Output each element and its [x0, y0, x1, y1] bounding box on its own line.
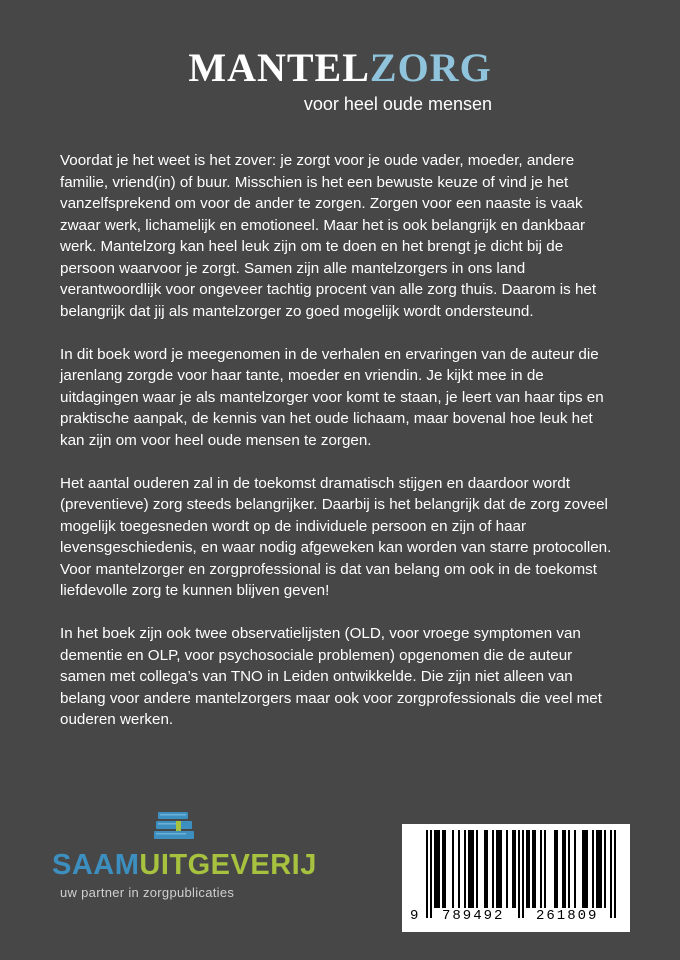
barcode-bar [554, 830, 556, 908]
barcode-bar [444, 830, 446, 908]
barcode-bar [544, 830, 546, 908]
barcode-bar [518, 830, 520, 918]
barcode-bar [506, 830, 508, 908]
barcode-bar [610, 830, 612, 918]
barcode-bar [500, 830, 502, 908]
paragraph-1: Voordat je het weet is het zover: je zorgt voor je oude vader, moeder, andere familie, vriend(in) of buur. Misschien is het een bewuste keuze of vind je het vanzelfsprekend om voor de ander te zorgen. Zorgen voor een naaste is vaak zwaar werk, lichamelijk en emotioneel. Maar het is ook belangrijk en dankbaar werk. Mantelzorg kan heel leuk zijn om te doen en het brengt je dicht bij de persoon waarvoor je zorgt. Samen zijn alle mantelzorgers in ons land verantwoordlijk voor ongeveer tachtig procent van alle zorg thuis. Daarom is het belangrijk dat jij als mantelzorger zo goed mogelijk wordt ondersteund. [60, 152, 597, 320]
barcode-bar [438, 830, 440, 908]
barcode-bar [614, 830, 616, 918]
book-subtitle: voor heel oude mensen [303, 94, 492, 114]
barcode-bar [514, 830, 516, 908]
barcode-bar [436, 830, 438, 908]
barcode-bar [484, 830, 486, 908]
barcode-bar [540, 830, 542, 908]
barcode-bar [452, 830, 454, 908]
paragraph-3: Het aantal ouderen zal in de toekomst dramatisch stijgen en daardoor wordt (preventieve) zorg steeds belangrijker. Daarbij is het belangrijk dat de zorg zoveel mogelijk toegesneden wordt op de individuele persoon en zijn of haar levensgeschiedenis, en waar nodig afgeweken kan worden van starre protocollen. Voor mantelzorger en zorgprofessional is dat van belang om ook in de toekomst liefdevolle zorg te kunnen blijven geven! [60, 474, 612, 599]
barcode-left-group: 789492 [442, 908, 505, 924]
publisher-name-saam: SAAM [52, 849, 140, 881]
publisher-tagline: uw partner in zorgpublicaties [60, 885, 235, 900]
barcode-bar [604, 830, 606, 908]
barcode-bar [596, 830, 598, 908]
barcode-bar [534, 830, 536, 908]
barcode-bar [556, 830, 558, 908]
title-zorg: ZORG [369, 45, 492, 90]
barcode-bar [564, 830, 566, 908]
barcode-bar [528, 830, 530, 908]
publisher-logo [52, 810, 322, 900]
barcode-bar [526, 830, 528, 908]
title-mantel: MANTEL [188, 45, 370, 90]
paragraph-2: In dit boek word je meegenomen in de verhalen en ervaringen van de auteur die jarenlang zorgde voor haar tante, moeder en vriendin. Je kijkt mee in de uitdagingen waar je als mantelzorger voor komt te staan, je leert van haar tips en praktische aanpak, de kennis van het oude lichaam, maar bovenal hoe leuk het kan zijn om voor heel oude mensen te zorgen. [60, 345, 604, 449]
barcode-bar [492, 830, 494, 908]
barcode-bar [498, 830, 500, 908]
barcode-right-group: 261809 [536, 908, 599, 924]
barcode-bar [470, 830, 472, 908]
barcode-bar [600, 830, 602, 908]
barcode-bar [562, 830, 564, 908]
barcode-bar [434, 830, 436, 908]
barcode-bar [442, 830, 444, 908]
barcode-bar [592, 830, 594, 908]
barcode-bar [532, 830, 534, 908]
book-title [0, 44, 680, 92]
paragraph-4: In het boek zijn ook twee observatielijsten (OLD, voor vroege symptomen van dementie en OLP, voor psychosociale problemen) opgenomen die de auteur samen met collega’s van TNO in Leiden ontwikkelde. Die zijn niet alleen van belang voor andere mantelzorgers maar ook voor zorgprofessionals die veel met ouderen werken. [60, 625, 602, 728]
barcode-bar [584, 830, 586, 908]
barcode-bar [464, 830, 466, 908]
barcode-bar [512, 830, 514, 908]
barcode-bar [426, 830, 428, 918]
barcode-bar [522, 830, 524, 918]
publisher-name [52, 848, 317, 882]
back-cover-text [60, 150, 620, 752]
barcode-bar [496, 830, 498, 908]
book-stack-icon [152, 810, 200, 846]
barcode-bar [582, 830, 584, 908]
barcode-bar [458, 830, 460, 908]
barcode-bar [598, 830, 600, 908]
barcode-bar [586, 830, 588, 908]
publisher-name-uitgeverij: UITGEVERIJ [139, 849, 317, 881]
barcode-first-digit: 9 [410, 908, 419, 924]
barcode-bar [430, 830, 432, 918]
barcode-bar [472, 830, 474, 908]
barcode-bar [568, 830, 570, 908]
barcode-bar [486, 830, 488, 908]
barcode-bar [574, 830, 576, 908]
barcode-bar [468, 830, 470, 908]
isbn-barcode [402, 824, 630, 932]
barcode-bar [476, 830, 478, 908]
